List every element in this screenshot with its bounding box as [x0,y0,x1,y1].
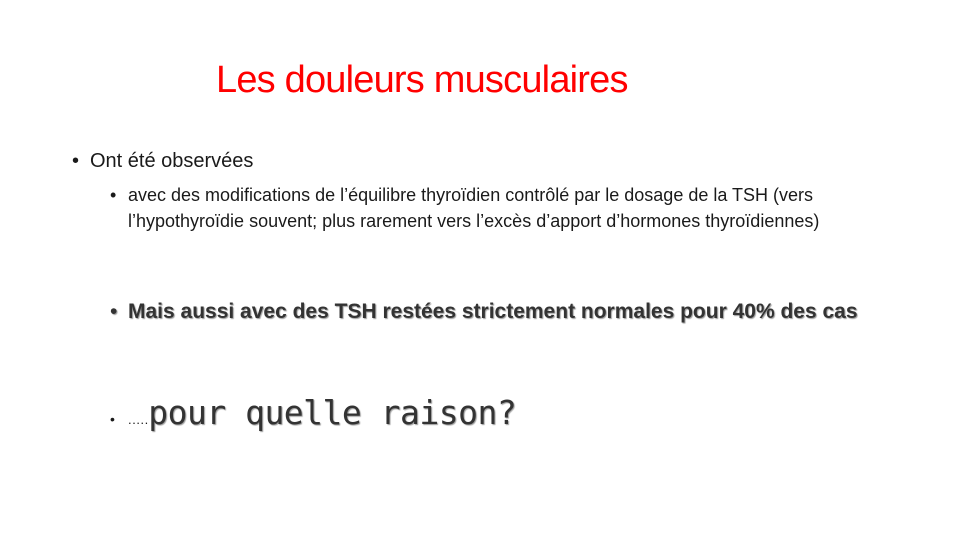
bullet-text: Ont été observées [90,150,254,172]
bullet-observed [72,147,253,175]
bullet-marker: • [110,185,117,205]
bullet-marker: • [110,411,115,427]
bullet-question [110,393,516,433]
bullet-normal-tsh [110,297,870,327]
bullet-marker: • [72,150,80,172]
question-text: pour quelle raison? [148,393,517,432]
bullet-marker: • [110,300,118,323]
bullet-text: avec des modifications de l’équilibre thyroïdien contrôlé par le dosage de la TSH (vers l’hypothyroïdie souvent; plus rarement vers l’excès d’apport d’hormones thyroïdiennes) [128,185,820,231]
slide-title: Les douleurs musculaires [216,59,628,101]
ellipsis-prefix: .…. [128,412,149,427]
bullet-text: Mais aussi avec des TSH restées strictement normales pour 40% des cas [128,300,858,323]
bullet-thyroid-modifications [110,182,850,234]
